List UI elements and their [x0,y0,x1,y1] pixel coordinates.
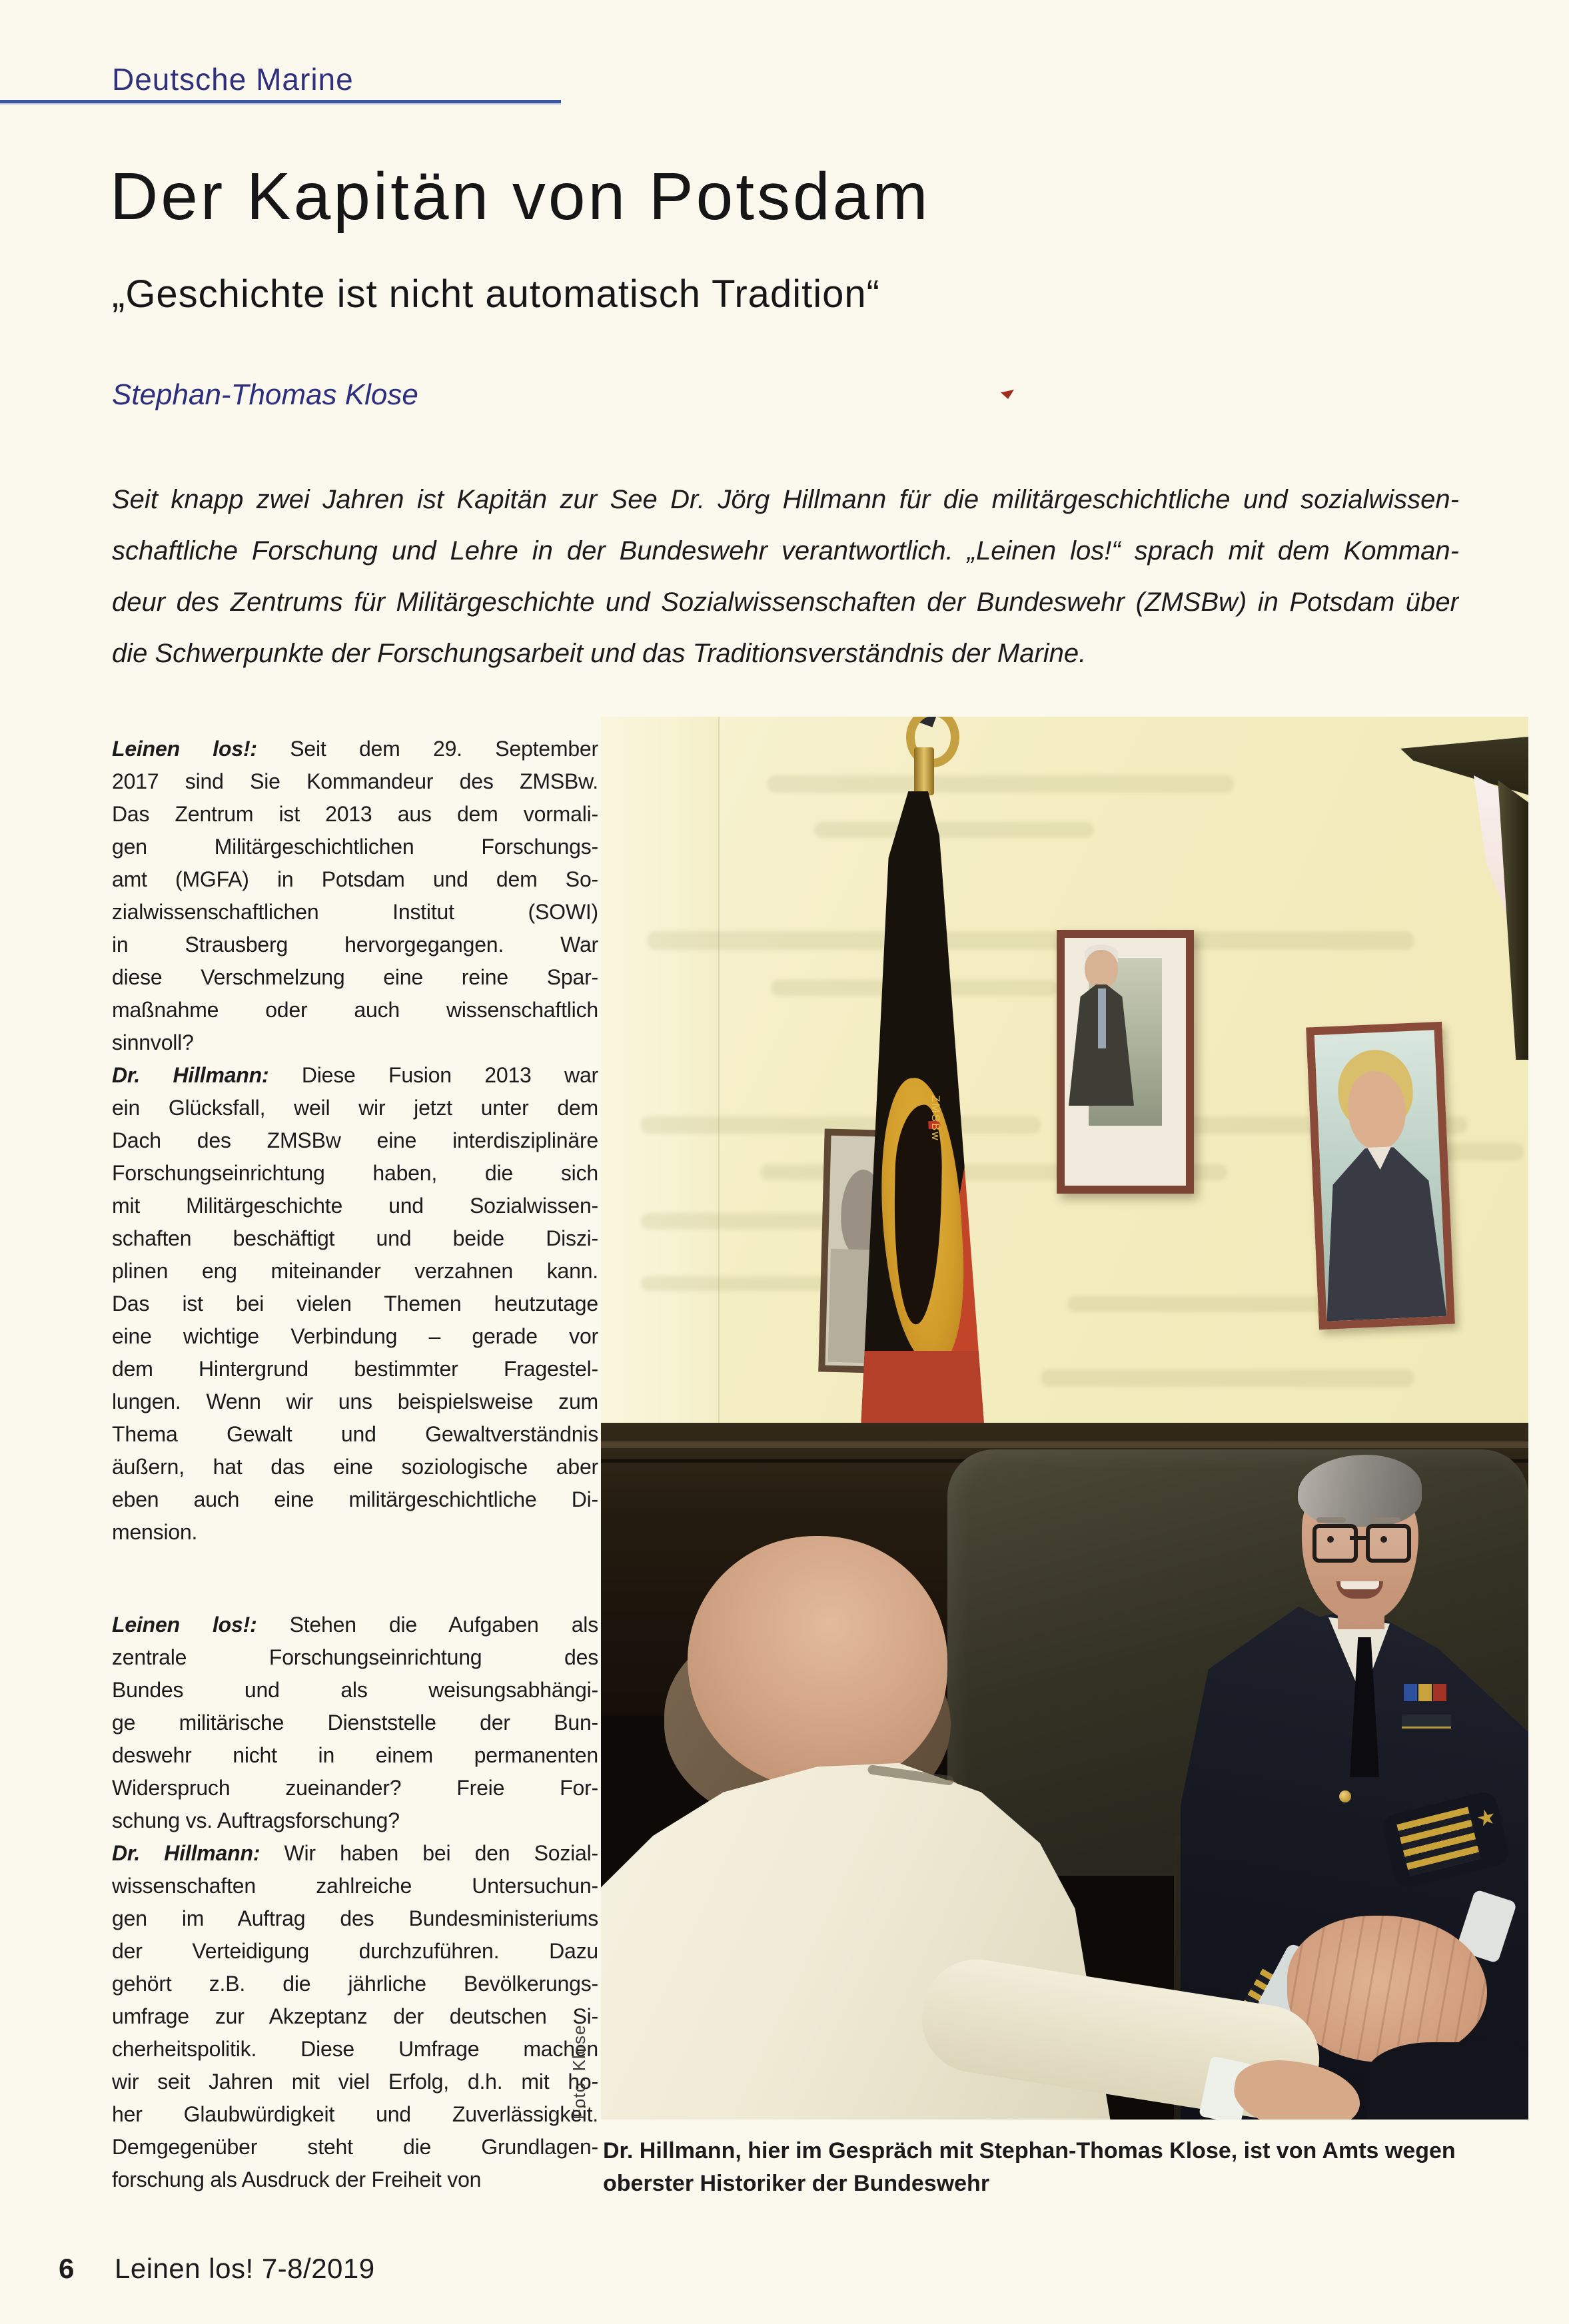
text-line: äußern, hat das eine soziologische aber [112,1455,598,1479]
eye [1380,1536,1387,1543]
portrait-face [1085,950,1118,988]
text-line: Forschungseinrichtung haben, die sich [112,1161,598,1185]
text-line: diese Verschmelzung eine reine Spar- [112,965,598,989]
hillmann-knee [1367,2042,1528,2120]
page-number: 6 [59,2253,75,2284]
text-line: cherheitspolitik. Diese Umfrage machen [112,2037,598,2061]
rank-star-icon [1476,1808,1497,1829]
caption-line: Dr. Hillmann, hier im Gespräch mit Stephan-Thomas Klose, ist von Amts wegen [603,2138,1456,2163]
hillmann-hair [1298,1455,1422,1527]
text-line: Demgegenüber steht die Grundlagen- [112,2135,598,2159]
text-line: Das Zentrum ist 2013 aus dem vormali- [112,802,598,826]
section-kicker: Deutsche Marine [112,62,354,97]
article-subtitle: „Geschichte ist nicht automatisch Tradition“ [112,272,880,316]
eye [1327,1536,1334,1543]
text-line: zialwissenschaftlichen Institut (SOWI) [112,900,598,924]
lead-paragraph [112,474,1459,679]
photo-credit: Foto: Klose [569,2024,589,2120]
kicker-rule [0,100,561,103]
text-line: gehört z.B. die jährliche Bevölkerungs- [112,1972,598,1996]
print-speck [1001,390,1014,399]
text-line: die Schwerpunkte der Forschungsarbeit und das Traditionsverständnis der Marine. [112,639,1087,668]
text-line: Das ist bei vielen Themen heutzutage [112,1292,598,1316]
ghost-text [814,822,1094,838]
text-line: plinen eng miteinander verzahnen kann. [112,1259,598,1283]
text-line: in Strausberg hervorgegangen. War [112,933,598,957]
text-line: eben auch eine militärgeschichtliche Di- [112,1487,598,1511]
text-line: zentrale Forschungseinrichtung des [112,1645,598,1669]
ribbon-blue [1404,1684,1417,1701]
portrait-jacket [1319,1142,1446,1322]
interview-paragraph [112,1059,598,1549]
text-line: eine wichtige Verbindung – gerade vor [112,1324,598,1348]
text-line: schung vs. Auftragsforschung? [112,1808,400,1832]
text-line: mit Militärgeschichte und Sozialwissen- [112,1194,598,1218]
portrait-frame-president [1057,930,1194,1194]
text-line: Widerspruch zueinander? Freie For- [112,1776,598,1800]
text-line: dem Hintergrund bestimmter Fragestel- [112,1357,598,1381]
text-line: gen im Auftrag des Bundesministeriums [112,1906,598,1930]
text-line: deur des Zentrums für Militärgeschichte und Sozialwissenschaften der Bundeswehr (ZMSBw) in Potsdam über [112,587,1459,617]
hillmann-name-badge [1402,1715,1451,1729]
text-line: Leinen los!: Seit dem 29. September [112,737,598,761]
author-byline: Stephan-Thomas Klose [112,378,418,411]
footer-magazine-title: Leinen los! 7-8/2019 [115,2253,375,2284]
rank-stripes [1396,1807,1480,1876]
text-line: ein Glücksfall, weil wir jetzt unter dem [112,1096,598,1120]
interview-paragraph [112,733,598,1059]
text-line: Bundes und als weisungsabhängi- [112,1678,598,1702]
text-line: umfrage zur Akzeptanz der deutschen Si- [112,2004,598,2028]
speaker-label: Dr. Hillmann: [112,1841,284,1865]
hillmann-ribbon-bar [1404,1684,1446,1701]
flag-zmsbw-label: ZMSBw [929,1095,942,1142]
text-line: der Verteidigung durchzuführen. Dazu [112,1939,598,1963]
text-line: maßnahme oder auch wissenschaftlich [112,998,598,1022]
text-line: lungen. Wenn wir uns beispielsweise zum [112,1389,598,1413]
text-line: wissenschaften zahlreiche Untersuchun- [112,1874,598,1898]
speaker-label: Dr. Hillmann: [112,1063,302,1087]
panel-molding [601,1441,1528,1448]
text-line: forschung als Ausdruck der Freiheit von [112,2167,482,2191]
ribbon-gold [1418,1684,1432,1701]
ghost-text [1437,1143,1524,1160]
glasses-bridge [1350,1536,1367,1540]
portrait-tie [1098,988,1106,1048]
flag-gold-field [875,1076,969,1366]
text-line: gen Militärgeschichtlichen Forschungs- [112,835,598,859]
text-line: Leinen los!: Stehen die Aufgaben als [112,1613,598,1637]
photo-caption [603,2135,1569,2200]
ribbon-red [1433,1684,1446,1701]
ghost-text [1041,1369,1414,1387]
text-line: mension. [112,1520,198,1544]
text-line: Dr. Hillmann: Diese Fusion 2013 war [112,1063,598,1087]
text-line: schaftliche Forschung und Lehre in der Bundeswehr verantwortlich. „Leinen los!“ sprach mit dem Komman- [112,536,1459,566]
text-line: deswehr nicht in einem permanenten [112,1743,598,1767]
eyebrow [1371,1517,1400,1523]
text-line: schaften beschäftigt und beide Diszi- [112,1226,598,1250]
interview-photo [601,717,1528,2120]
text-line: Thema Gewalt und Gewaltverständnis [112,1422,598,1446]
glasses-lens [1312,1524,1358,1563]
text-line: Seit knapp zwei Jahren ist Kapitän zur See Dr. Jörg Hillmann für die militärgeschichtliche und sozialwissen- [112,485,1459,514]
text-line: sinnvoll? [112,1030,194,1054]
interview-paragraph [112,1837,598,2196]
uniform-button [1339,1790,1351,1802]
article-title: Der Kapitän von Potsdam [110,159,931,234]
caption-line: oberster Historiker der Bundeswehr [603,2171,990,2196]
wall-corner [601,717,720,1436]
hillmann-head [1302,1463,1418,1623]
portrait-frame-chancellor [1306,1022,1455,1330]
teeth [1340,1581,1379,1589]
interview-column [112,733,598,2196]
text-line: wir seit Jahren mit viel Erfolg, d.h. mit ho- [112,2070,598,2094]
text-line: amt (MGFA) in Potsdam und dem So- [112,867,598,891]
text-line: ge militärische Dienststelle der Bun- [112,1711,598,1735]
interview-paragraph [112,1609,598,1837]
speaker-label: Leinen los!: [112,1613,290,1637]
eyebrow [1316,1517,1346,1523]
ghost-text [768,775,1234,793]
glasses-lens [1366,1524,1411,1563]
text-line: Dr. Hillmann: Wir haben bei den Sozial- [112,1841,598,1865]
klose-bald-head [688,1536,947,1789]
speaker-label: Leinen los!: [112,737,290,761]
text-line: Dach des ZMSBw eine interdisziplinäre [112,1128,598,1152]
flag-finial-collar [914,747,934,795]
text-line: her Glaubwürdigkeit und Zuverlässigkeit. [112,2102,598,2126]
ghost-text [648,931,1414,950]
ghost-text [641,1276,841,1291]
text-line: 2017 sind Sie Kommandeur des ZMSBw. [112,769,598,793]
